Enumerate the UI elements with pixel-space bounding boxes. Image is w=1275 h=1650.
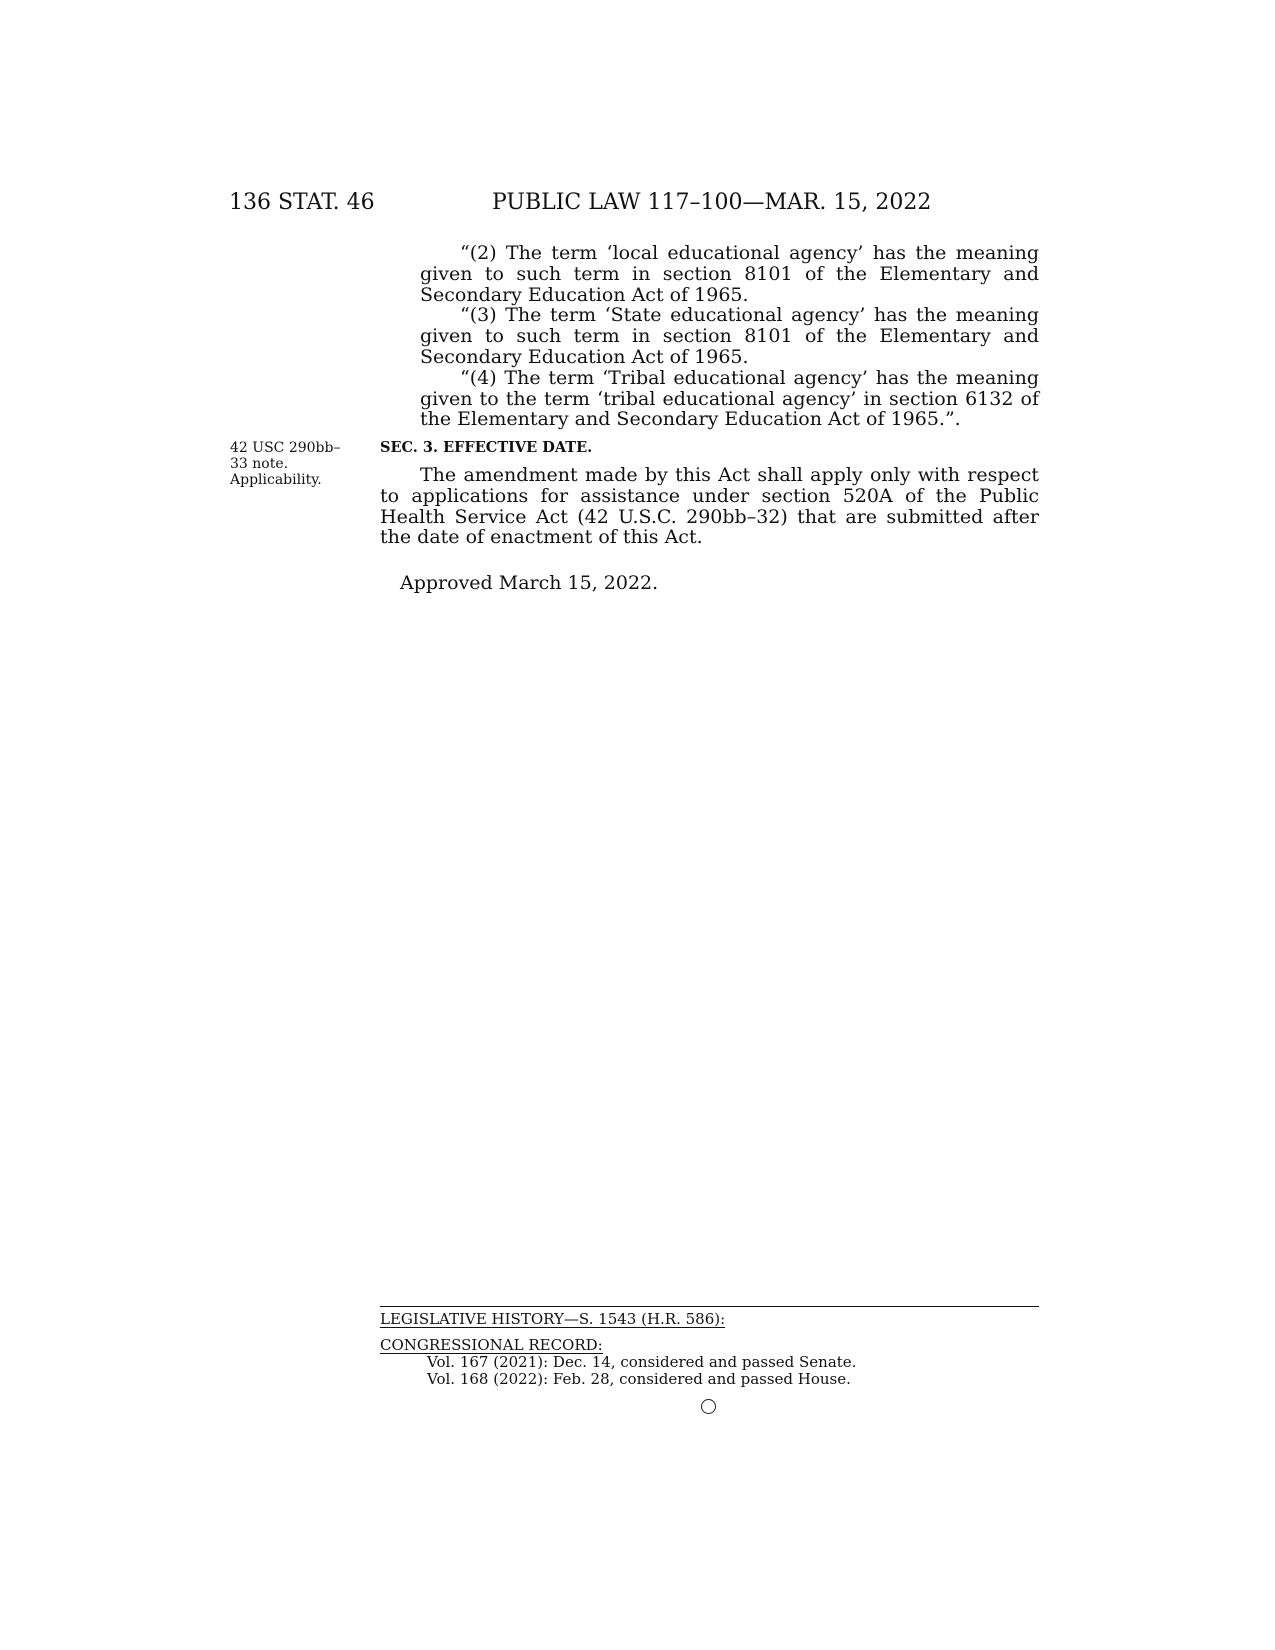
end-circle-icon (701, 1399, 716, 1414)
margin-note (230, 440, 360, 488)
definition-paragraph-3: “(3) The term ‘State educational agency’ has the meaning given to such term in section 8101 of the Elementary and Secondary Education Act of 1965. (420, 304, 1039, 368)
section-heading: SEC. 3. EFFECTIVE DATE. (380, 439, 593, 456)
page-header (229, 188, 1039, 218)
history-entry: Vol. 167 (2021): Dec. 14, considered and passed Senate. (427, 1353, 857, 1371)
definition-paragraph-4: “(4) The term ‘Tribal educational agency’ has the meaning given to the term ‘tribal educational agency’ in section 6132 of the Elementary and Secondary Education Act of 1965.”. (420, 366, 1039, 431)
congressional-record-label: CONGRESSIONAL RECORD: (380, 1336, 603, 1354)
definitions-block (380, 243, 1039, 430)
margin-note-citation: 42 USC 290bb– (230, 440, 341, 456)
history-entry: Vol. 168 (2022): Feb. 28, considered and passed House. (427, 1370, 851, 1388)
definition-paragraph-2: “(2) The term ‘local educational agency’ has the meaning given to such term in section 8101 of the Elementary and Secondary Education Act of 1965. (420, 242, 1039, 306)
margin-note-label: Applicability. (230, 472, 322, 488)
legislative-history (380, 1311, 1039, 1388)
footnote-divider (380, 1306, 1039, 1307)
stat-reference: 136 STAT. 46 (229, 190, 375, 215)
legislative-history-title: LEGISLATIVE HISTORY—S. 1543 (H.R. 586): (380, 1310, 726, 1328)
effective-date-paragraph: The amendment made by this Act shall apply only with respect to applications for assistance under section 520A of the Public Health Service Act (42 U.S.C. 290bb–32) that are submitted after the date of enactment of this Act. (380, 464, 1039, 549)
effective-date-block (380, 465, 1039, 548)
margin-note-note: 33 note. (230, 456, 289, 472)
public-law-title: PUBLIC LAW 117–100—MAR. 15, 2022 (492, 190, 932, 215)
approval-date: Approved March 15, 2022. (400, 572, 659, 594)
